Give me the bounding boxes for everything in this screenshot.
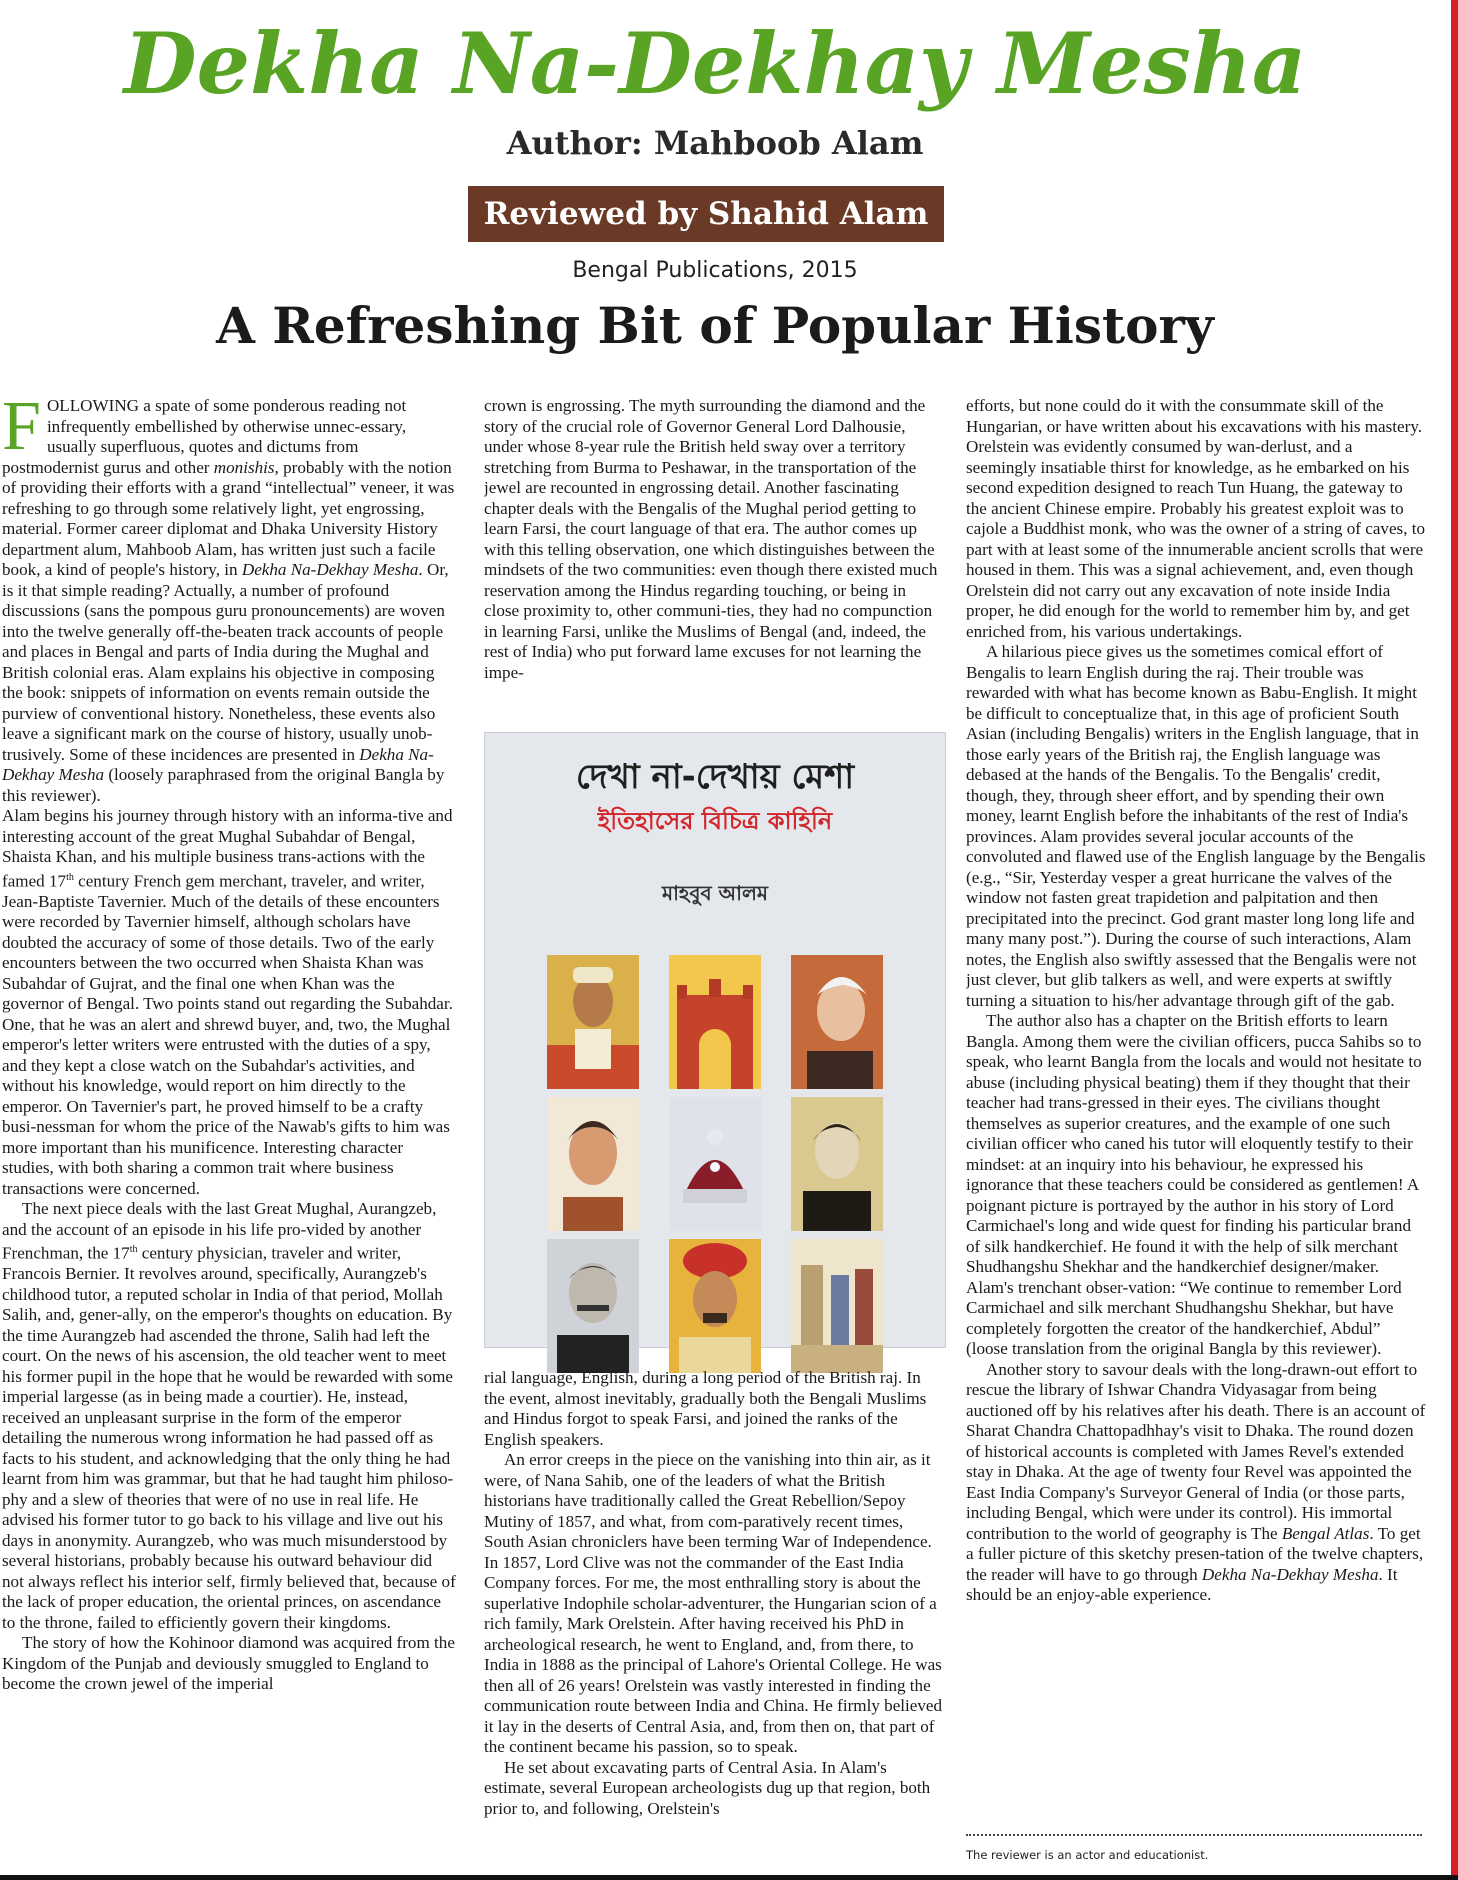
reviewer-note: The reviewer is an actor and educationist. [966,1848,1209,1862]
right-edge-rule [1451,0,1458,1880]
fort-gate [669,955,761,1089]
reviewer-banner: Reviewed by Shahid Alam [468,186,944,242]
article-column-2-top: crown is engrossing. The myth surrounding the diamond and the story of the crucial role of Governor General Lord Dalhousie, under whose 8-year rule the British held sway over a territory stretching from Burma to Peshawar, in the transportation of the jewel are recounted in engrossing detail. Another fascinating chapter deals with the Bengalis of the Mughal period getting to learn Farsi, the court language of that era. The author comes up with this telling observation, one which distinguishes between the mindsets of the two communities: even though there existed much reservation among the Hindus regarding touching, or being in close proximity to, other communi-ties, they had no compunction in learning Farsi, unlike the Muslims of Bengal (and, indeed, the rest of India) who put forward lame excuses for not learning the impe- [484,396,938,682]
british-officer-portrait [547,1239,639,1373]
article-column-2-bottom: rial language, English, during a long period of the British raj. In the event, almost inevitably, gradually both the Bengali Muslims and Hindus forgot to speak Farsi, and joined the ranks of the English speakers. An error creeps in the piece on the vanishing into thin air, as it were, of Nana Sahib, one of the leaders of what the British historians have traditionally called the Great Rebellion/Sepoy Mutiny of 1857, and what, from com-paratively recent times, South Asian chroniclers have been terming War of Independence. In 1857, Lord Clive was not the commander of the East India Company forces. For me, the most enthralling story is about the superlative Indophile scholar-adventurer, the Hungarian scion of a rich family, Mark Orelstein. After having received his PhD in archeological research, he went to England, and, from there, to India in 1888 as the principal of Lahore's Oriental College. He was then all of 26 years! Orelstein was vastly interested in finding the communication route between India and China. He firmly believed it lay in the deserts of Central Asia, and, from then on, that part of the continent became his passion, so to speak. He set about excavating parts of Central Asia. In Alam's estimate, several European archeologists dug up that region, both prior to, and following, Orelstein's [484,1368,943,1818]
book-title: Dekha Na-Dekhay Mesha [123,14,1307,113]
portrait-profile [791,955,883,1089]
court-scene [791,1239,883,1373]
article-column-1: FOLLOWING a spate of some ponderous reading not infrequently embellished by otherwise unnec-essary, usually superfluous, quotes and dictums from postmodernist gurus and other monishis, probably with the notion of providing their efforts with a grand “intellectual” veneer, it was refreshing to go through some relatively light, yet engrossing, material. Former career diplomat and Dhaka University History department alum, Mahboob Alam, has written just such a facile book, a kind of people's history, in Dekha Na-Dekhay Mesha. Or, is it that simple reading? Actually, a number of profound discussions (sans the pompous guru pronouncements) are woven into the twelve generally off-the-beaten track accounts of people and places in Bengal and parts of India during the Mughal and British colonial eras. Alam explains his objective in composing the book: snippets of information on events remain outside the purview of conventional history. Nonetheless, these events also leave a significant mark on the course of history, usually unob-trusively. Some of these incidences are presented in Dekha Na-Dekhay Mesha (loosely paraphrased from the original Bangla by this reviewer). Alam begins his journey through history with an informa-tive and interesting account of the great Mughal Subahdar of Bengal, Shaista Khan, and his multiple business trans-actions with the famed 17th century French gem merchant, traveler, and writer, Jean-Baptiste Tavernier. Much of the details of these encounters were recorded by Tavernier himself, although scholars have doubted the accuracy of some of those details. Two of the early encounters between the two occurred when Shaista Khan was Subahdar of Gujrat, and the final one when Khan was the governor of Bengal. Two points stand out regarding the Subahdar. One, that he was an alert and shrewd buyer, and, two, the Mughal emperor's letter writers were entrusted with the duties of a spy, and they kept a close watch on the Subahdar's activities, and without his knowledge, would report on him directly to the emperor. On Tavernier's part, he proved himself to be a crafty busi-nessman for whom the price of the Nawab's gifts to him was more important than his munificence. Interesting character studies, with both sharing a common trait where business transactions were concerned. The next piece deals with the last Great Mughal, Aurangzeb, and the account of an episode in his life pro-vided by another Frenchman, the 17th century physician, traveler and writer, Francois Bernier. It revolves around, specifically, Aurangzeb's childhood tutor, a reputed scholar in India of that period, Mollah Salih, and, gener-ally, on the emperor's thoughts on education. By the time Aurangzeb had ascended the throne, Salih had left the court. On the news of his ascension, the old teacher went to meet his former pupil in the hope that he would be rewarded with some imperial largesse (as in being made a courtier). He, instead, received an unpleasant surprise in the form of the emperor detailing the numerous wrong information he had passed off as facts to his student, and acknowledging that the only thing he had learnt from him was grammar, but that he had taught him philoso-phy and a slew of theories that were of no use in real life. He advised his former tutor to go back to his village and live out his days in anonymity. Aurangzeb, who was much misunderstood by several historians, probably because his outward behaviour did not always reflect his interior self, firmly believed that, because of the lack of proper education, the oriental princes, on ascendance to the throne, failed to efficiently govern their kingdoms. The story of how the Kohinoor diamond was acquired from the Kingdom of the Punjab and deviously smuggled to England to become the crown jewel of the imperial [2,396,456,1694]
author-line: Author: Mahboob Alam [506,124,924,162]
cover-author: মাহবুব আলম [662,881,768,905]
footer-divider [966,1834,1422,1836]
drop-cap: F [2,396,41,465]
victorian-portrait [791,1097,883,1231]
cover-title: দেখা না-দেখায় মেশা [575,757,855,797]
article-column-3: efforts, but none could do it with the consummate skill of the Hungarian, or have written about his excavations with his mastery. Orelstein was evidently consumed by wan-derlust, and a seemingly insatiable thirst for knowledge, as he embarked on his second expedition designed to reach Tun Huang, the gateway to the ancient Chinese empire. Probably his greatest exploit was to cajole a Buddhist monk, who was the owner of a string of caves, to part with at least some of the innumerable ancient scrolls that were housed in them. This was a signal achievement, and, even though Orelstein did not carry out any excavation of note inside India proper, he did enough for the world to remember him by, and get enriched from, his various undertakings. A hilarious piece gives us the sometimes comical effort of Bengalis to learn English during the raj. Their trouble was rewarded with what has become known as Babu-English. It might be difficult to conceptualize that, in this age of proficient South Asian (including Bengalis) writers in the English language, that in those early years of the British raj, the English language was debased at the hands of the Bengalis. To the Bengalis' credit, though, they, through sheer effort, and by spending their own money, learnt English before the inhabitants of the rest of India's provinces. Alam provides several jocular accounts of the convoluted and flawed use of the English language by the Bengalis (e.g., “Sir, Yesterday vesper a great hurricane the valves of the window not fasten great trapidetion and palpitation and then precipitated into the precinct. God grant master long long life and many many post.”). During the course of such interactions, Alam notes, the English also swiftly assessed that the Bengalis were not just clever, but glib talkers as well, and were experts at swiftly turning a situation to his/her advantage through gift of the gab. The author also has a chapter on the British efforts to learn Bangla. Among them were the civilian officers, pucca Sahibs so to speak, who learnt Bangla from the locals and would not hesitate to abuse (including physical beating) them if they thought that their teacher had trans-gressed in their eyes. The civilians thought themselves as superior creatures, and the example of one such civilian officer who caned his tutor will eloquently testify to their mindset: at an inquiry into his behaviour, he expressed his ignorance that these teachers could be considered as gentlemen! A poignant picture is portrayed by the author in his story of Lord Carmichael's long and wide quest for finding his particular brand of silk handkerchief. He found it with the help of silk merchant Shudhangshu Shekhar and the handkerchief designer/maker. Alam's trenchant obser-vation: “We continue to remember Lord Carmichael and silk merchant Shudhangshu Shekhar, but have completely forgotten the creator of the handkerchief, Abdul” (loose translation from the original Bangla by this reviewer). Another story to savour deals with the long-drawn-out effort to rescue the library of Ishwar Chandra Vidyasagar from being auctioned off by his relatives after his death. There is an account of Sharat Chandra Chattopadhhay's visit to Dhaka. The round dozen of historical accounts is completed with James Revel's extended stay in Dhaka. At the age of twenty four Revel was appointed the East India Company's Surveyor General of India (or those parts, including Bengal, which were under its control). His immortal contribution to the world of geography is The Bengal Atlas. To get a fuller picture of this sketchy presen-tation of the twelve chapters, the reader will have to go through Dekha Na-Dekhay Mesha. It should be an enjoy-able experience. [966,396,1426,1604]
crown-jewel [669,1097,761,1231]
publisher-line: Bengal Publications, 2015 [572,258,858,283]
cover-subtitle: ইতিহাসের বিচিত্র কাহিনি [597,807,833,835]
bengali-portrait [547,1097,639,1231]
bottom-edge-rule [0,1875,1458,1880]
book-cover-image [484,732,946,1348]
mughal-portrait [547,955,639,1089]
turbaned-portrait [669,1239,761,1373]
review-headline: A Refreshing Bit of Popular History [216,296,1214,355]
